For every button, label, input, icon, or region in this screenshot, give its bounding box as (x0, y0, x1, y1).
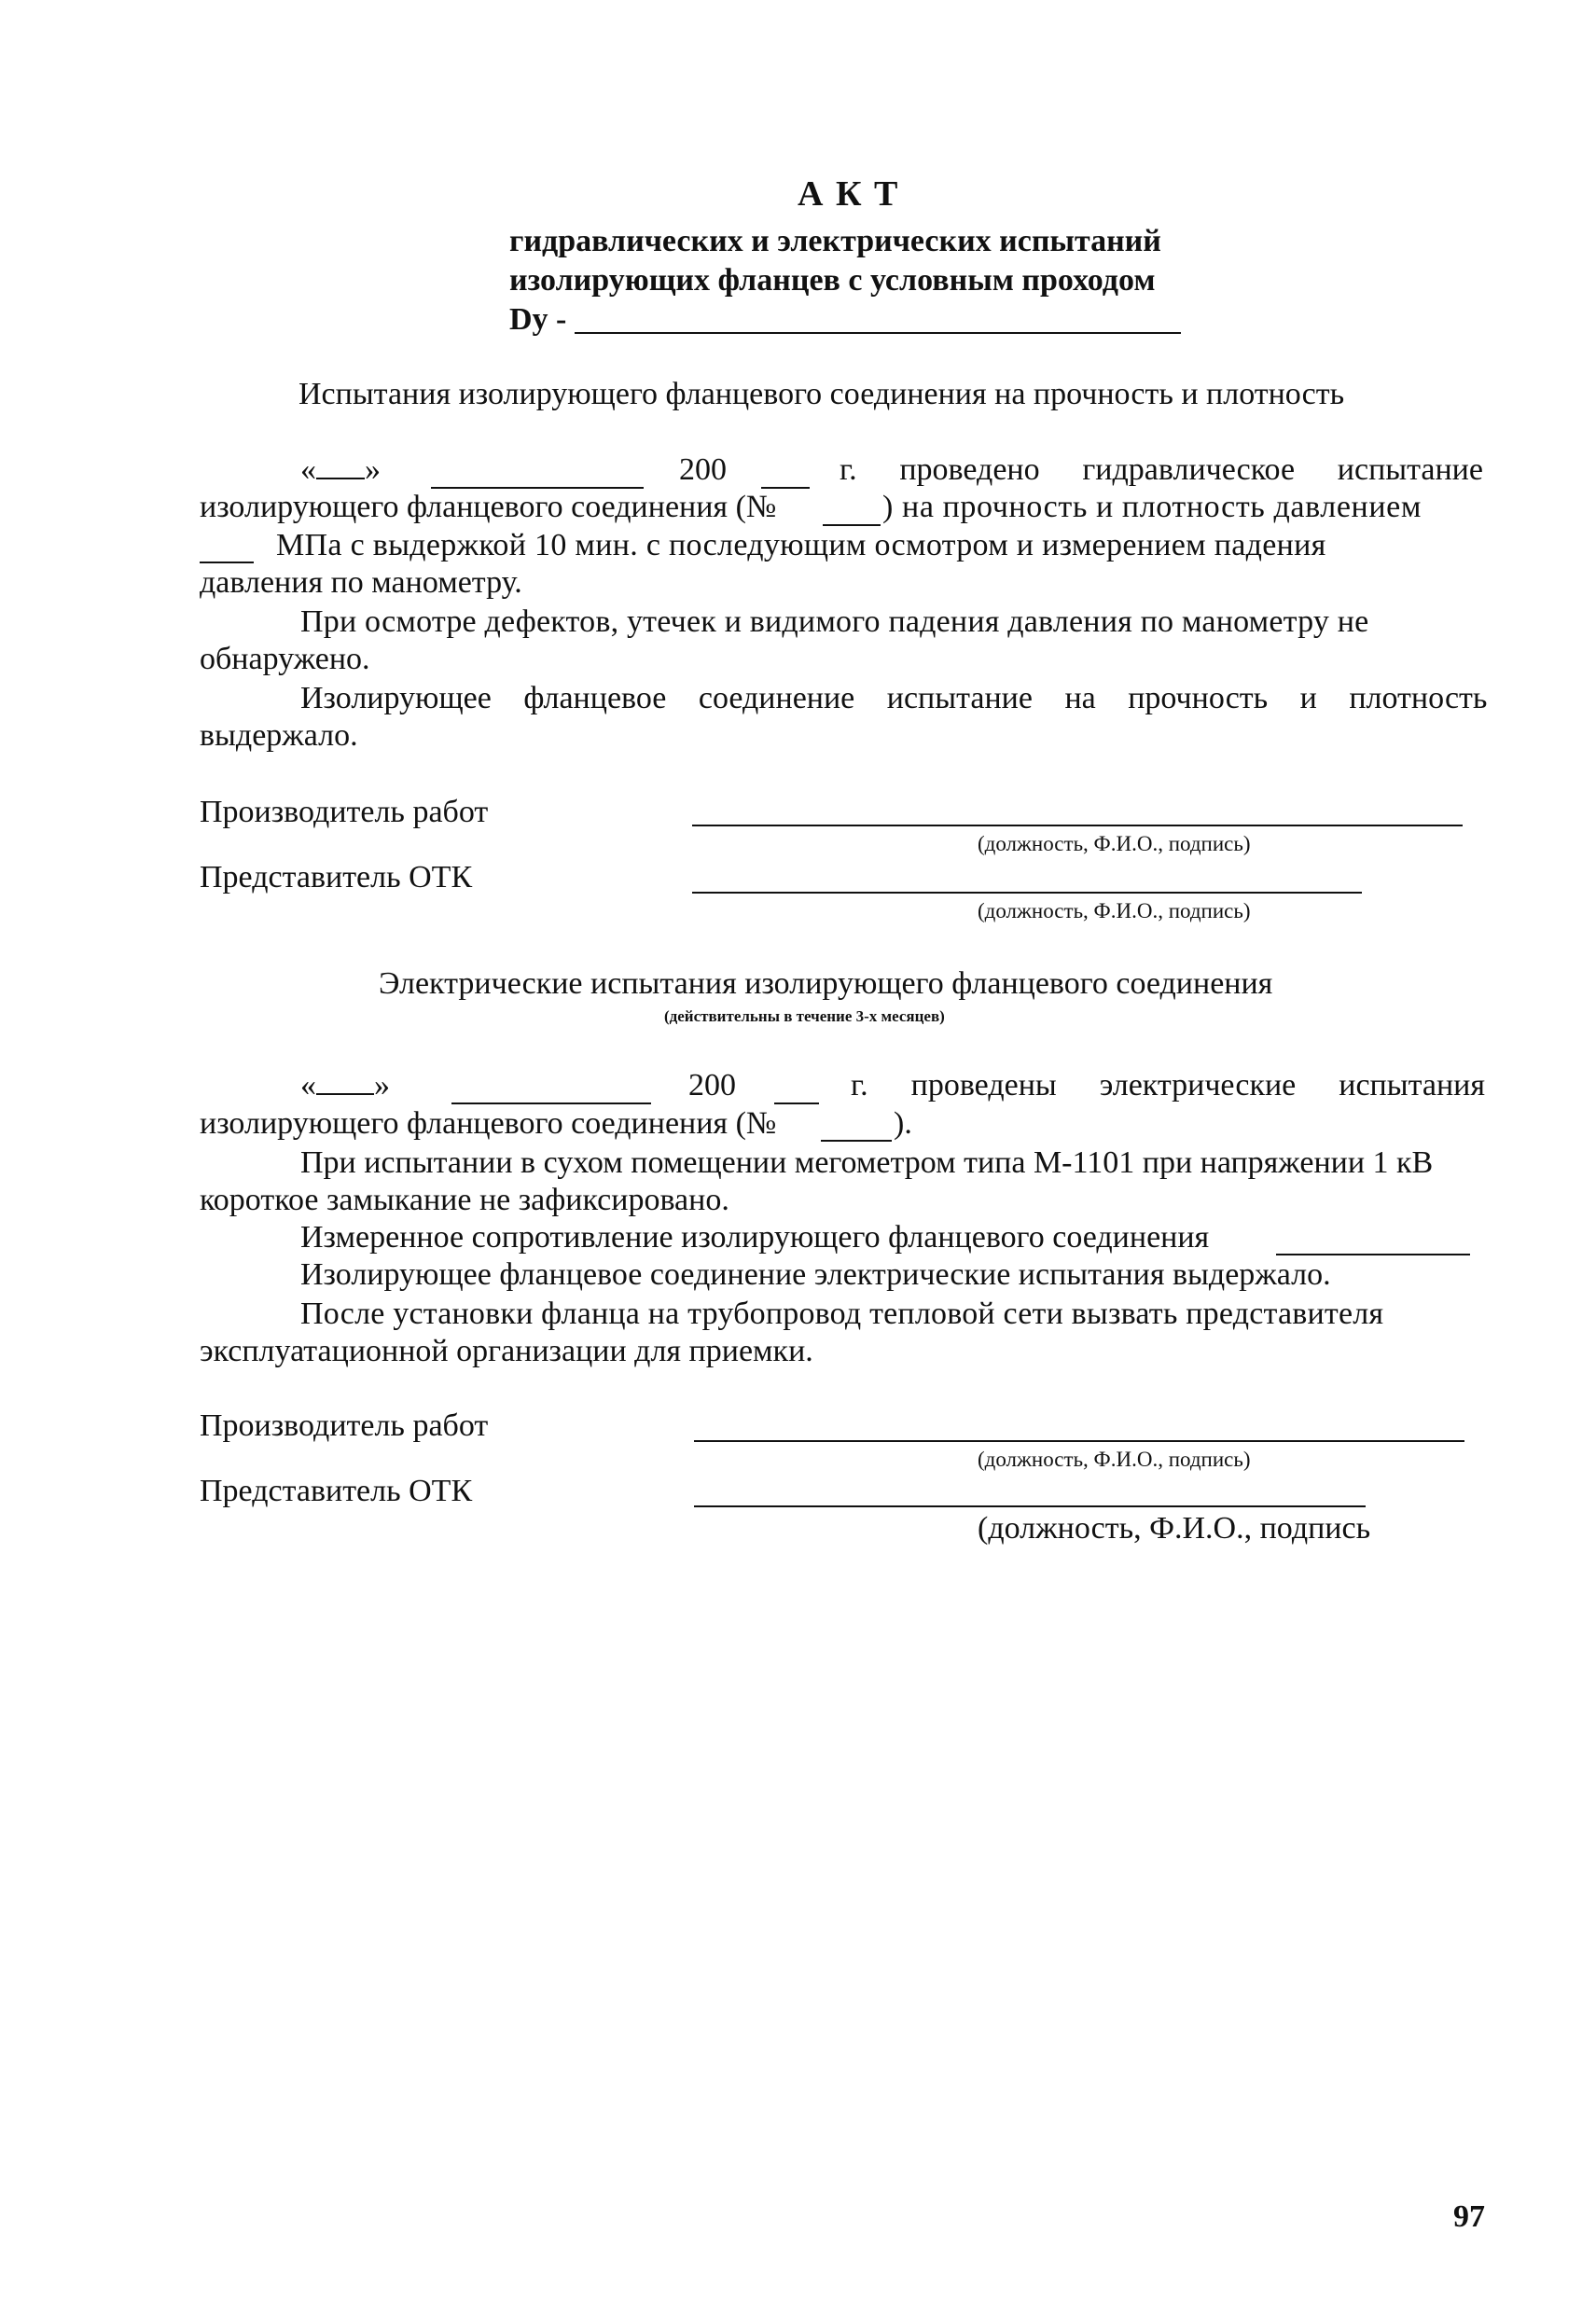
section1-para2-line1: При осмотре дефектов, утечек и видимого падения давления по манометру не (300, 604, 1369, 639)
nominal-diameter-label: Dy - (509, 302, 567, 337)
section1-para3-line2: выдержало. (200, 718, 358, 753)
page-number: 97 (1453, 2199, 1485, 2234)
resistance-blank (1276, 1254, 1470, 1255)
year-suffix: г. (840, 452, 857, 487)
section2-para3: Измеренное сопротивление изолирующего фланцевого соединения (300, 1220, 1210, 1255)
section2-line2a: изолирующего фланцевого соединения (№ (200, 1106, 777, 1141)
year-blank (774, 1103, 819, 1104)
section2-para2-line2: короткое замыкание не зафиксировано. (200, 1183, 729, 1217)
section1-line3: МПа с выдержкой 10 мин. с последующим осмотром и измерением падения (276, 528, 1326, 562)
word-performed: проведено (899, 452, 1040, 487)
section2-line2b: ). (894, 1106, 912, 1141)
section2-sign-otk-label: Представитель ОТК (200, 1474, 473, 1508)
quote-close: » (365, 452, 381, 487)
section1-line1-words (840, 452, 1483, 488)
quote-open: « (300, 452, 316, 487)
section1-para2-line2: обнаружено. (200, 642, 370, 676)
section1-sign-worker-caption: (должность, Ф.И.О., подпись) (978, 832, 1251, 855)
pressure-blank (200, 562, 254, 563)
section1-para3-line1: Изолирующее фланцевое соединение испытание на прочность и плотность (300, 681, 1488, 715)
section2-subheading: (действительны в течение 3-х месяцев) (664, 1007, 945, 1025)
day-blank (316, 477, 365, 479)
section1-sign-otk-line (692, 892, 1362, 894)
section1-line2b: ) на прочность и плотность давлением (882, 490, 1422, 524)
month-blank (451, 1103, 651, 1104)
section2-sign-otk-line (694, 1505, 1366, 1507)
section2-heading: Электрические испытания изолирующего фланцевого соединения (379, 966, 1273, 1001)
section2-para2-line1: При испытании в сухом помещении мегометром типа М-1101 при напряжении 1 кВ (300, 1145, 1434, 1180)
quote-close: » (374, 1068, 390, 1103)
joint-number-blank (823, 524, 881, 526)
section2-sign-worker-label: Производитель работ (200, 1408, 489, 1443)
joint-number-blank (821, 1140, 892, 1142)
section1-line2a: изолирующего фланцевого соединения (№ (200, 490, 777, 524)
word-performed: проведены (910, 1068, 1057, 1103)
word-electrical: электрические (1099, 1068, 1297, 1103)
section1-line4: давления по манометру. (200, 565, 522, 600)
section2-para4: Изолирующее фланцевое соединение электрические испытания выдержало. (300, 1257, 1331, 1292)
year-blank (761, 487, 810, 489)
section2-line1-words (851, 1068, 1485, 1103)
document-subtitle-line1: гидравлических и электрических испытаний (509, 224, 1161, 258)
section2-sign-worker-line (694, 1440, 1464, 1442)
year-prefix: 200 (679, 452, 727, 487)
word-hydraulic: гидравлическое (1082, 452, 1296, 487)
nominal-diameter-blank (575, 332, 1181, 334)
word-tests: испытания (1339, 1068, 1485, 1103)
day-blank (316, 1092, 374, 1095)
section2-para5-line1: После установки фланца на трубопровод тепловой сети вызвать представителя (300, 1297, 1384, 1331)
word-test: испытание (1337, 452, 1483, 487)
year-suffix: г. (851, 1068, 868, 1103)
year-prefix: 200 (688, 1068, 736, 1103)
document-subtitle-line2: изолирующих фланцев с условным проходом (509, 263, 1156, 298)
quote-open: « (300, 1068, 316, 1103)
month-blank (431, 487, 644, 489)
section2-para5-line2: эксплуатационной организации для приемки. (200, 1334, 813, 1368)
section2-sign-worker-caption: (должность, Ф.И.О., подпись) (978, 1448, 1251, 1471)
document-title: А К Т (798, 174, 900, 214)
section1-sign-worker-line (692, 825, 1463, 826)
section2-sign-otk-caption: (должность, Ф.И.О., подпись (978, 1511, 1371, 1546)
section1-sign-worker-label: Производитель работ (200, 795, 489, 829)
section1-sign-otk-caption: (должность, Ф.И.О., подпись) (978, 899, 1251, 922)
section1-heading: Испытания изолирующего фланцевого соединения на прочность и плотность (298, 377, 1345, 411)
section1-sign-otk-label: Представитель ОТК (200, 860, 473, 895)
section2-date-line (300, 1068, 390, 1107)
